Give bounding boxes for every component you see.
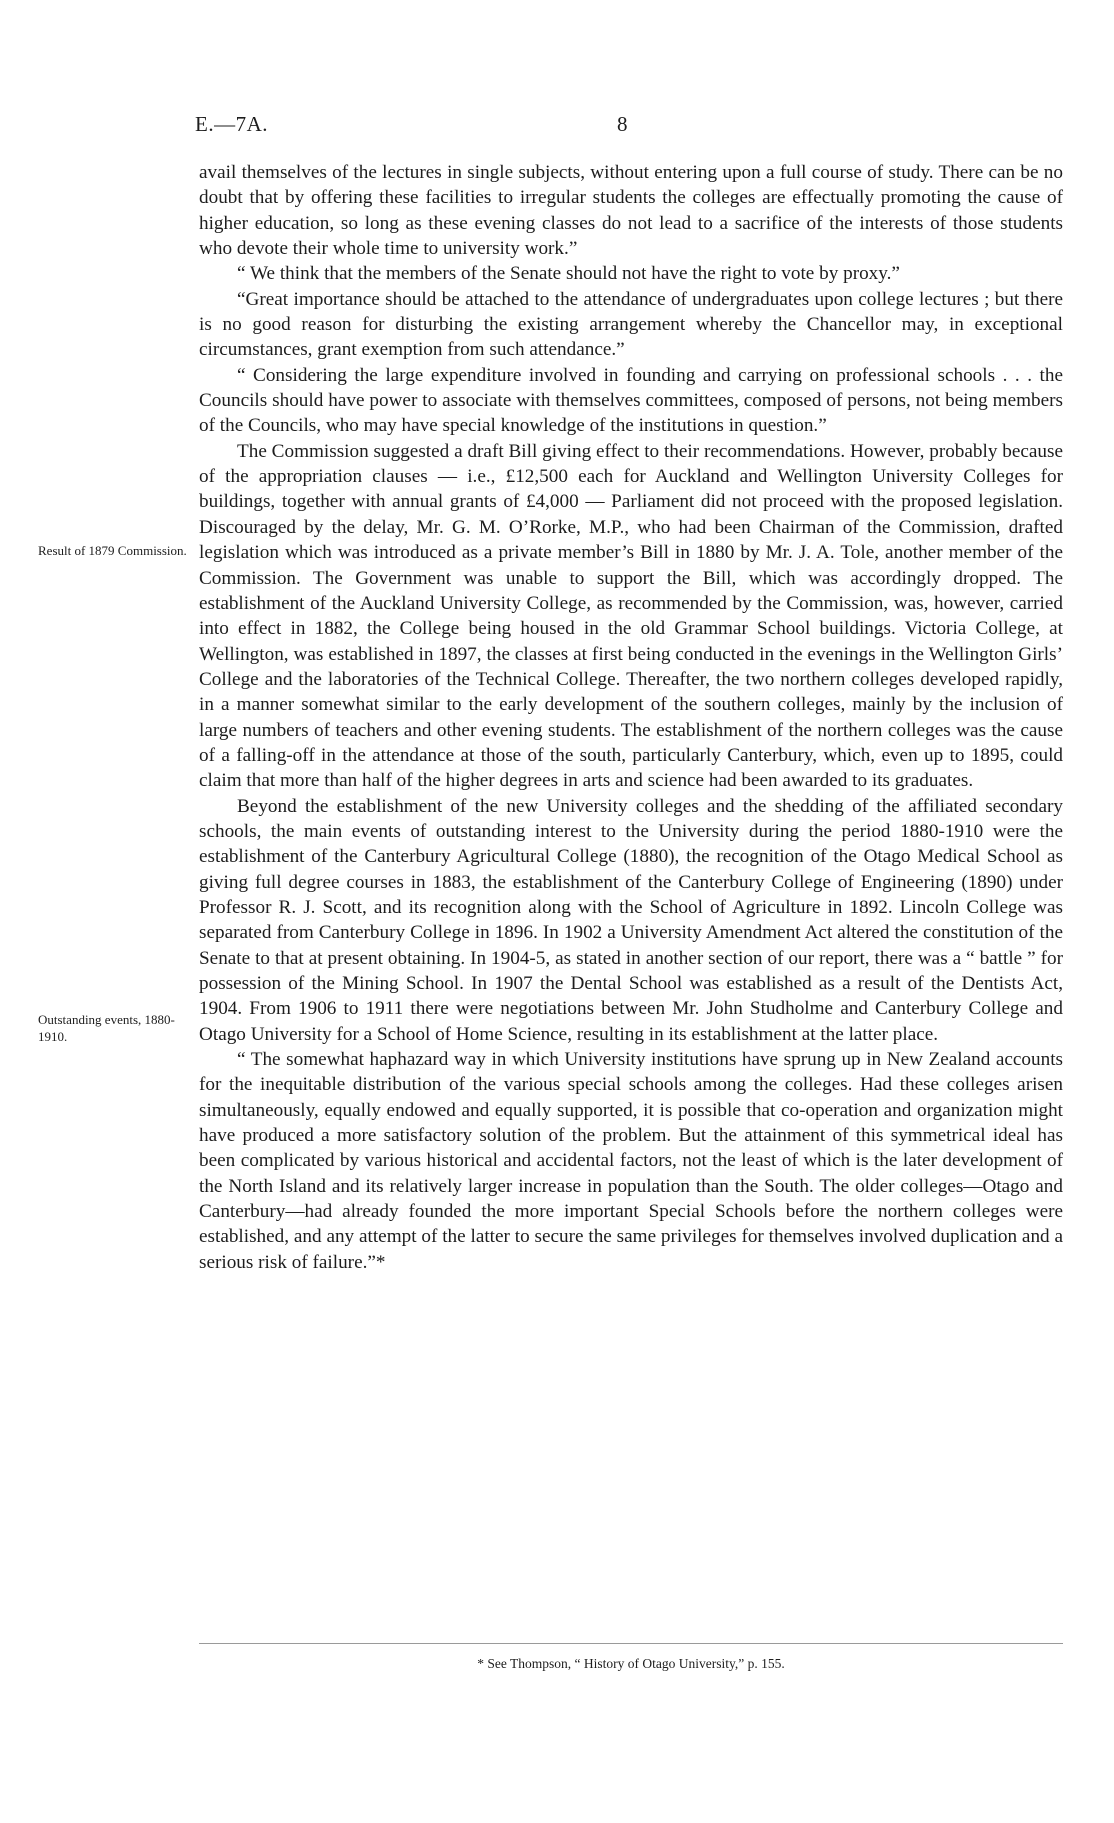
paragraph-commission-bill: The Commission suggested a draft Bill giving effect to their recommendations. However, probably because of the appropriation clauses — i.e., £12,500 each for Auckland and Wellington University Colleges for buildings, together with annual grants of £4,000 — Parliament did not proceed with the proposed legislation. Discouraged by the delay, Mr. G. M. O’Rorke, M.P., who had been Chairman of the Commission, drafted legislation which was introduced as a private member’s Bill in 1880 by Mr. J. A. Tole, another member of the Commission. The Government was unable to support the Bill, which was accordingly dropped. The establishment of the Auckland University College, as recommended by the Commission, was, however, carried into effect in 1882, the College being housed in the old Grammar School buildings. Victoria College, at Wellington, was established in 1897, the classes at first being conducted in the evenings in the Wellington Girls’ College and the laboratories of the Technical College. Thereafter, the two northern colleges developed rapidly, in a manner somewhat similar to the early development of the southern colleges, mainly by the inclusion of large numbers of teachers and other evening students. The establishment of the northern colleges was the cause of a falling-off in the attendance at those of the south, particularly Canterbury, which, even up to 1895, could claim that more than half of the higher degrees in arts and science had been awarded to its graduates. bbox=[199, 440, 1063, 792]
page-header bbox=[195, 112, 1065, 142]
paragraph-evening-classes: avail themselves of the lectures in single subjects, without entering upon a full course of study. There can be no doubt that by offering these facilities to irregular students the colleges are effectually promoting the cause of higher education, so long as these evening classes do not lead to a sacrifice of the interests of those students who devote their whole time to university work.” bbox=[199, 162, 1063, 260]
margin-note-outstanding-events: Outstanding events, 1880-1910. bbox=[38, 1012, 175, 1044]
footnote: * See Thompson, “ History of Otago University,” p. 155. bbox=[477, 1656, 785, 1671]
paragraph-senate-proxy: “ We think that the members of the Senate should not have the right to vote by proxy.” bbox=[237, 263, 900, 285]
paragraph-special-schools-quote: “ The somewhat haphazard way in which University institutions have sprung up in New Zealand accounts for the inequitable distribution of the various special schools among the colleges. Had these colleges arisen simultaneously, equally endowed and equally supported, it is possible that co-operation and organization might have produced a more satisfactory solution of the problem. But the attainment of this symmetrical ideal has been complicated by various historical and accidental factors, not the least of which is the later development of the North Island and its relatively larger increase in population than the South. The older colleges—Otago and Canterbury—had already founded the more important Special Schools before the northern colleges were established, and any attempt of the latter to secure the same privileges for themselves involved duplication and a serious risk of failure.”* bbox=[199, 1049, 1063, 1273]
margin-note-result-1879: Result of 1879 Commission. bbox=[38, 543, 187, 558]
footnote-rule bbox=[199, 1643, 1063, 1644]
paragraph-lecture-attendance: “Great importance should be attached to the attendance of undergraduates upon college lectures ; but there is no good reason for disturbing the existing arrangement whereby the Chancellor may, in exceptional circumstances, grant exemption from such attendance.” bbox=[199, 288, 1063, 361]
page-number: 8 bbox=[617, 112, 628, 136]
paragraph-professional-schools: “ Considering the large expenditure involved in founding and carrying on professional schools . . . the Councils should have power to associate with themselves committees, composed of persons, not being members of the Councils, who may have special knowledge of the institutions in question.” bbox=[199, 364, 1063, 437]
document-reference: E.—7A. bbox=[195, 112, 268, 136]
paragraph-outstanding-events: Beyond the establishment of the new University colleges and the shedding of the affiliated secondary schools, the main events of outstanding interest to the University during the period 1880-1910 were the establishment of the Canterbury Agricultural College (1880), the recognition of the Otago Medical School as giving full degree courses in 1883, the establishment of the Canterbury College of Engineering (1890) under Professor R. J. Scott, and its recognition along with the School of Agriculture in 1892. Lincoln College was separated from Canterbury College in 1896. In 1902 a University Amendment Act altered the constitution of the Senate to that at present obtaining. In 1904-5, as stated in another section of our report, there was a “ battle ” for possession of the Mining School. In 1907 the Dental School was established as a result of the Dentists Act, 1904. From 1906 to 1911 there were negotiations between Mr. John Studholme and Canterbury College and Otago University for a School of Home Science, resulting in its establishment at the latter place. bbox=[199, 795, 1063, 1045]
body-text bbox=[199, 160, 1063, 1275]
